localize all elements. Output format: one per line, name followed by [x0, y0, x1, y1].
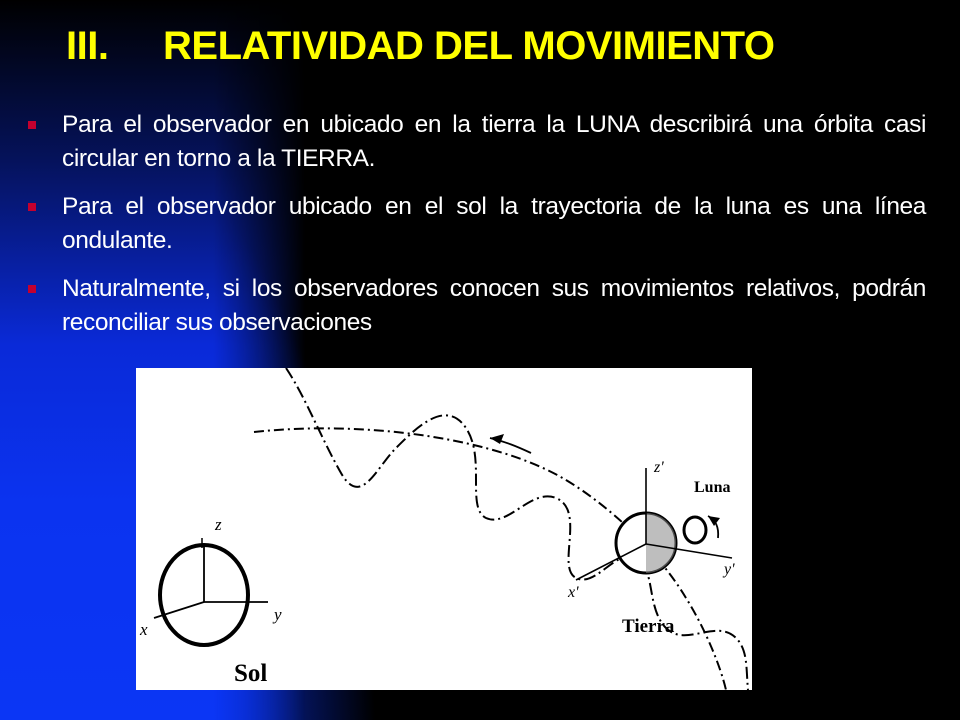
sun-diagram: [154, 538, 268, 645]
earth-label: Tierra: [622, 616, 675, 637]
figure-drawing: [136, 368, 752, 690]
title-number: III.: [66, 24, 109, 68]
bullet-square-icon: [28, 285, 36, 293]
earth-y-label: y': [724, 561, 735, 578]
moon-circle: [684, 517, 706, 543]
bullet-square-icon: [28, 121, 36, 129]
earth-z-label: z': [654, 459, 664, 476]
sun-z-label: z: [215, 515, 222, 534]
relative-motion-figure: [136, 368, 752, 690]
moon-direction-arrow-icon: [708, 516, 720, 526]
sun-x-label: x: [140, 620, 148, 639]
bullet-item: [28, 108, 926, 176]
bullet-text: Para el observador ubicado en el sol la trayectoria de la luna es una línea ondulante.: [62, 193, 926, 254]
bullet-item: [28, 190, 926, 258]
bullet-square-icon: [28, 203, 36, 211]
orbit-direction-arrow-icon: [490, 434, 504, 444]
bullet-text: Naturalmente, si los observadores conocen sus movimientos relativos, podrán reconciliar sus observaciones: [62, 275, 926, 336]
bullet-text: Para el observador en ubicado en la tierra la LUNA describirá una órbita casi circular en torno a la TIERRA.: [62, 111, 926, 172]
earth-x-label: x': [568, 584, 579, 601]
bullet-list: [28, 108, 926, 354]
moon-wavy-path: [286, 368, 748, 690]
earth-shadow: [646, 513, 676, 573]
sun-label: Sol: [234, 660, 268, 687]
slide-title: [66, 18, 926, 74]
bullet-item: [28, 272, 926, 340]
moon-label: Luna: [694, 479, 731, 496]
title-text: RELATIVIDAD DEL MOVIMIENTO: [163, 24, 775, 68]
sun-y-label: y: [274, 605, 282, 624]
